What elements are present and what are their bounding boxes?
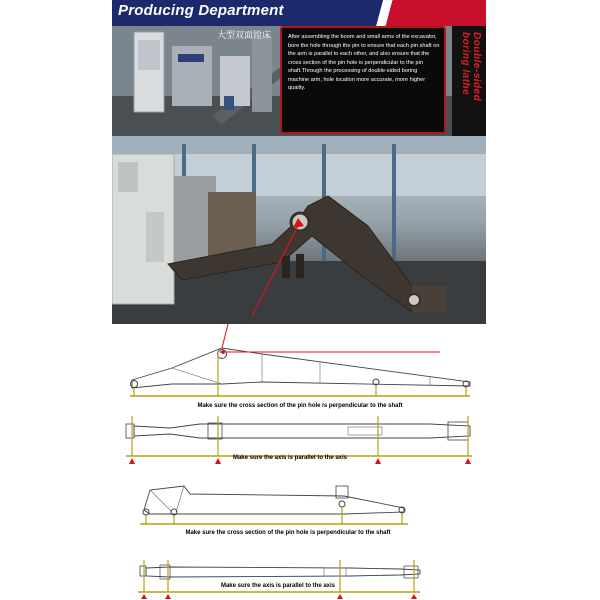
boom-machining-photo — [112, 136, 486, 324]
arm-top-view — [138, 560, 420, 599]
boom-machining-illustration — [112, 136, 486, 324]
photo-sign-text: 大型双面镗床 — [217, 30, 272, 40]
info-box-text: After assembling the boom and small arms of the excavator, bore the hole through the pin to ensure that each pin shaft on the arm is parallel to each other, and also ensure that the cross section of the pin hole is perpendicular to the pin shaft.Through the processing of double-sided boring machine arm, hole location more accurate, more higher quality. — [288, 34, 440, 91]
pointer-line — [222, 324, 228, 348]
caption-parallel-2: Make sure the axis is parallel to the axis — [220, 583, 336, 589]
arm-side-view — [140, 486, 408, 524]
side-banner — [452, 26, 486, 136]
boom-side-view — [130, 348, 470, 396]
header-title: Producing Department — [118, 2, 284, 19]
info-box — [280, 26, 446, 134]
boom-diagrams — [0, 324, 600, 600]
side-banner-text: Double-sided boring lathe — [460, 32, 482, 102]
header-stripe-decoration — [336, 0, 486, 26]
caption-parallel-1: Make sure the axis is parallel to the axis — [232, 455, 348, 461]
caption-perpendicular-2: Make sure the cross section of the pin hole is perpendicular to the shaft — [185, 530, 391, 536]
section-header — [112, 0, 486, 26]
caption-perpendicular-1: Make sure the cross section of the pin hole is perpendicular to the shaft — [197, 403, 403, 409]
